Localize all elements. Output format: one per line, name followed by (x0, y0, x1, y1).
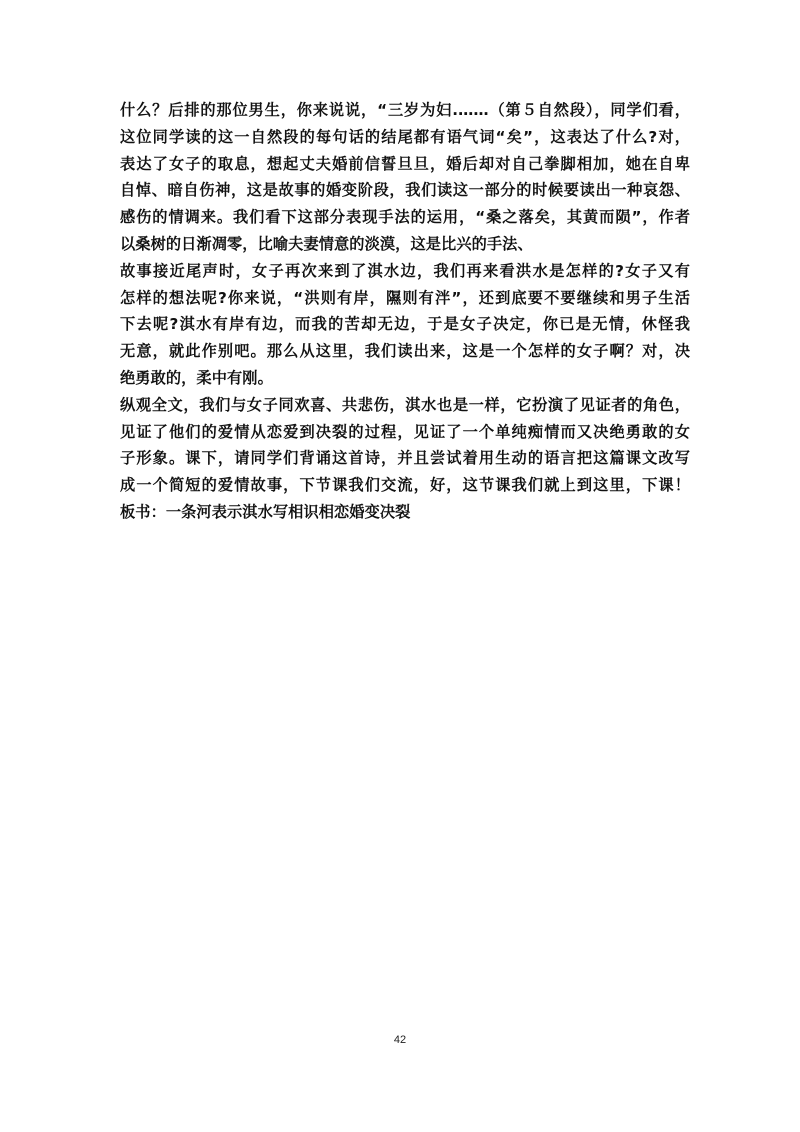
text-line: 成一个简短的爱情故事，下节课我们交流，好，这节课我们就上到这里，下课！ (120, 476, 690, 495)
text-line: 故事接近尾声时，女子再次来到了淇水边，我们再来看洪水是怎样的?女子又有 (120, 261, 690, 280)
text-line: 以桑树的日渐凋零，比喻夫妻情意的淡漠，这是比兴的手法、 (120, 234, 533, 253)
text-line: 表达了女子的取息，想起丈夫婚前信誓旦旦，婚后却对自己拳脚相加，她在自卑 (120, 154, 690, 173)
text-line: 见证了他们的爱情从恋爱到决裂的过程，见证了一个单纯痴情而又决绝勇敢的女 (120, 422, 690, 441)
text-line: 下去呢?淇水有岸有边，而我的苦却无边，于是女子决定，你已是无情，休怪我 (120, 315, 690, 334)
text-line: 感伤的情调来。我们看下这部分表现手法的运用，“桑之落矣，其黄而陨”，作者 (120, 208, 690, 227)
text-line: 纵观全文，我们与女子同欢喜、共悲伤，淇水也是一样，它扮演了见证者的角色， (120, 395, 690, 414)
text-line: 这位同学读的这一自然段的每句话的结尾都有语气词“矣”，这表达了什么?对， (120, 127, 690, 146)
text-line: 板书：一条河表示淇水写相识相恋婚变决裂 (120, 502, 411, 521)
body-text (120, 97, 690, 526)
page-number: 42 (393, 1034, 407, 1046)
text-line: 自悼、暗自伤神，这是故事的婚变阶段，我们读这一部分的时候要读出一种哀怨、 (120, 181, 690, 200)
text-line: 子形象。课下，请同学们背诵这首诗，并且尝试着用生动的语言把这篇课文改写 (120, 449, 690, 468)
text-line: 绝勇敢的，柔中有刚。 (120, 368, 273, 387)
text-line: 什么？后排的那位男生，你来说说，“三岁为妇.……（第５自然段），同学们看， (120, 101, 690, 119)
text-line: 无意，就此作别吧。那么从这里，我们读出来，这是一个怎样的女子啊？对，决 (120, 342, 690, 361)
text-line: 怎样的想法呢?你来说，“洪则有岸，隰则有泮”，还到底要不要继续和男子生活 (120, 288, 690, 307)
